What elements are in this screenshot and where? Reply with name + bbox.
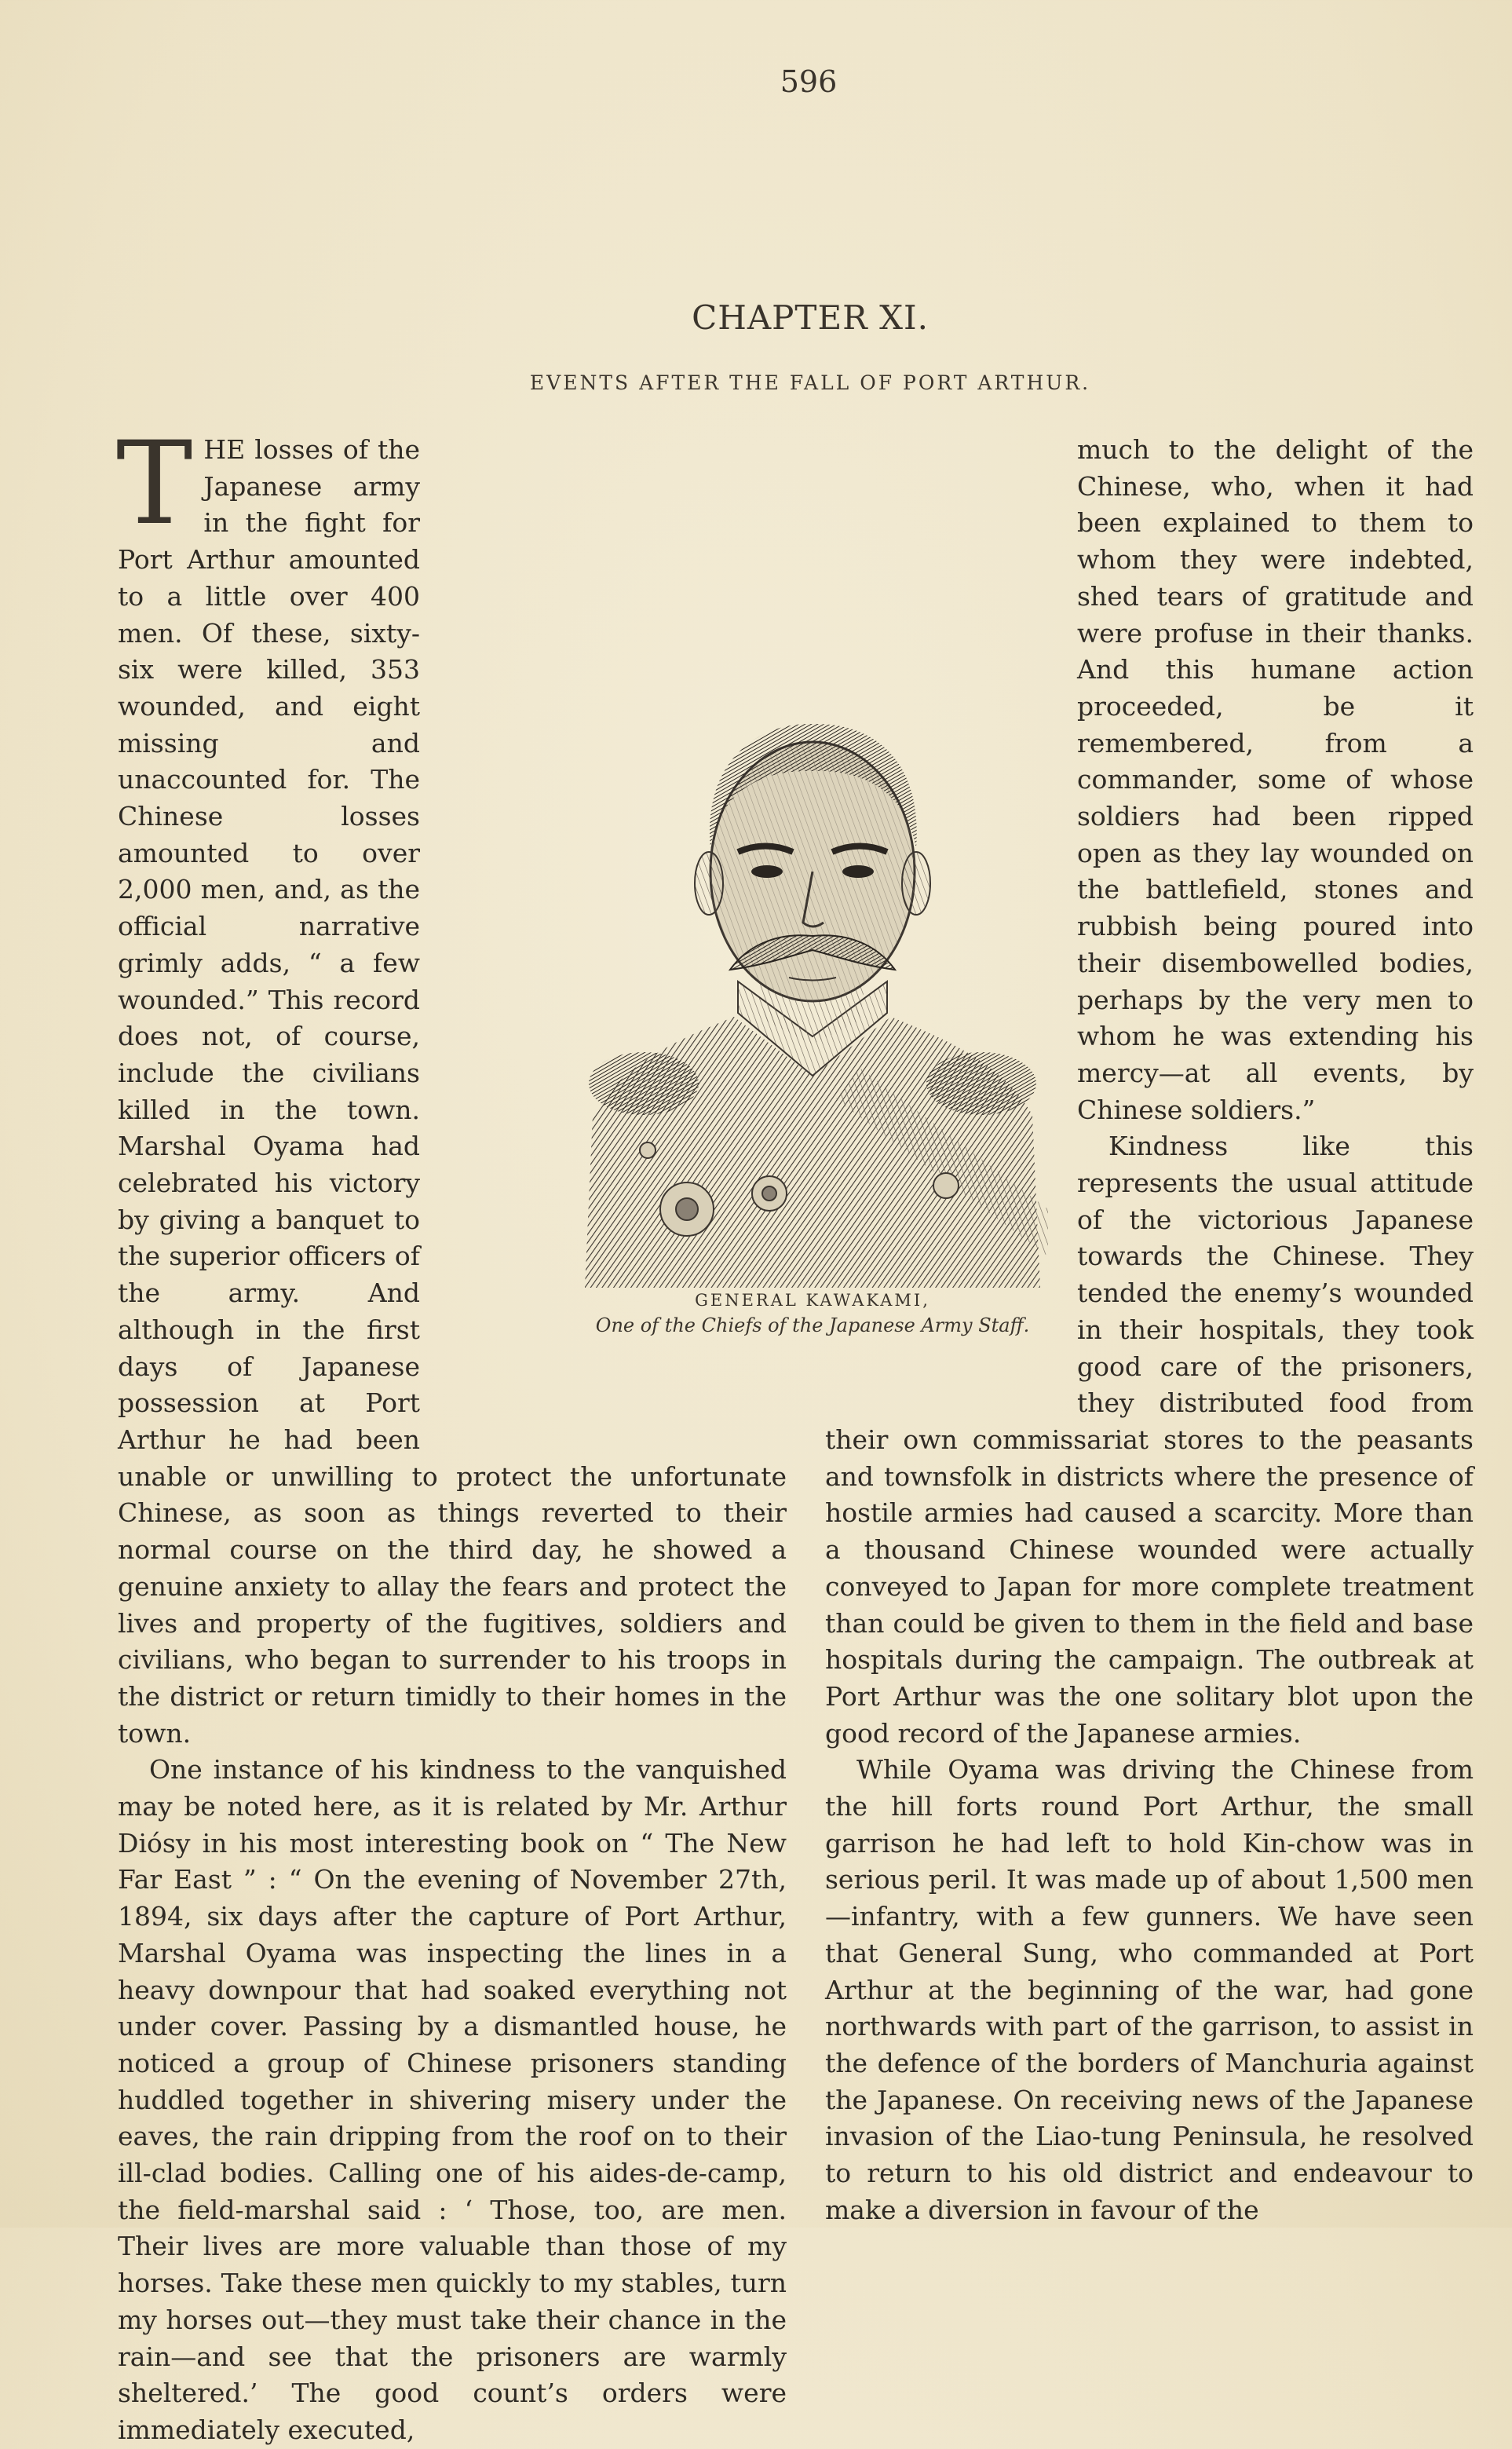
paragraph-kin-chow: While Oyama was driving the Chinese from the hill forts round Port Arthur, the small garrison he had left to hold Kin-chow was in serious peril. It was made up of about 1,500 men—infantry, with a few gunners. We have seen that General Sung, who commanded at Port Arthur at the beginning of the war, had gone northwards with part of the garrison, to assist in the defence of the borders of Manchuria against the Japanese. On receiving news of the Japanese invasion of the Liao-tung Peninsula, he resolved to return to his old district and endeavour to make a diversion in favour of the: [825, 1754, 1474, 2225]
chapter-title: CHAPTER XI.: [692, 298, 929, 337]
chapter-subtitle: EVENTS AFTER THE FALL OF PORT ARTHUR.: [529, 371, 1091, 394]
paragraph-kindness-instance: One instance of his kindness to the vanquished may be noted here, as it is related by Mr. Arthur Diósy in his most interesting book on “ The New Far East ” : “ On the evening of November 27th, 1894, six days after the capture of Port Arthur, Marshal Oyama was inspecting the lines in a heavy downpour that had soaked everything not under cover. Passing by a dismantled house, he noticed a group of Chinese prisoners standing huddled together in shivering misery under the eaves, the rain dripping from the roof on to their ill-clad bodies. Calling one of his aides-de-camp, the field-marshal said : ‘ Those, too, are men. Their lives are more valuable than those of my horses. Take these men quickly to my stables, turn my horses out—they must take their chance in the rain—and see that the prisoners are warmly sheltered.’ The good count’s orders were immediately executed,: [118, 1754, 787, 2445]
paragraph-losses: HE losses of the Japanese army in the fight for Port Arthur amounted to a little over 400 men. Of these, sixty-six were killed, 353 wounded, and eight missing and unaccounted for. The Chinese losses amounted to over 2,000 men, and, as the official narrative grimly adds, “ a few wounded.” This record does not, of course, include the civilians killed in the town. Marshal Oyama had celebrated his victory by giving a banquet to the superior officers of the army. And although in the first days of Japanese possession at Port Arthur he had been unable or unwilling to protect the unfortunate Chinese, as soon as things reverted to their normal course on the third day, he showed a genuine anxiety to allay the fears and protect the lives and property of the fugitives, soldiers and civilians, who began to surrender to his troops in the district or return timidly to their homes in the town.: [118, 434, 787, 1749]
portrait-engraving: [577, 707, 1048, 1288]
portrait-figure: [565, 707, 1060, 1358]
paragraph-kindness-attitude: Kindness like this represents the usual attitude of the victorious Japanese towards the Chinese. They tended the enemy’s wounded in their hospitals, they took good care of the prisoners, they distributed food from their own commissariat stores to the peasants and townsfolk in districts where the presence of hostile armies had caused a scarcity. More than a thousand Chinese wounded were actually conveyed to Japan for more complete treatment than could be given to them in the field and base hospitals during the campaign. The outbreak at Port Arthur was the one solitary blot upon the good record of the Japanese armies.: [825, 1131, 1474, 1749]
drop-cap: T: [116, 417, 193, 550]
figure-caption-role: One of the Chiefs of the Japanese Army Staff.: [595, 1314, 1030, 1336]
paragraph-delight: much to the delight of the Chinese, who, when it had been explained to them to whom they were indebted, shed tears of gratitude and were profuse in their thanks. And this humane action proceeded, be it remembered, from a commander, some of whose soldiers had been ripped open as they lay wounded on the battlefield, stones and rubbish being poured into their disembowelled bodies, perhaps by the very men to whom he was extending his mercy—at all events, by Chinese soldiers.”: [1077, 434, 1474, 1125]
figure-caption-name: GENERAL KAWAKAMI,: [695, 1291, 930, 1310]
page-number: 596: [780, 64, 838, 99]
